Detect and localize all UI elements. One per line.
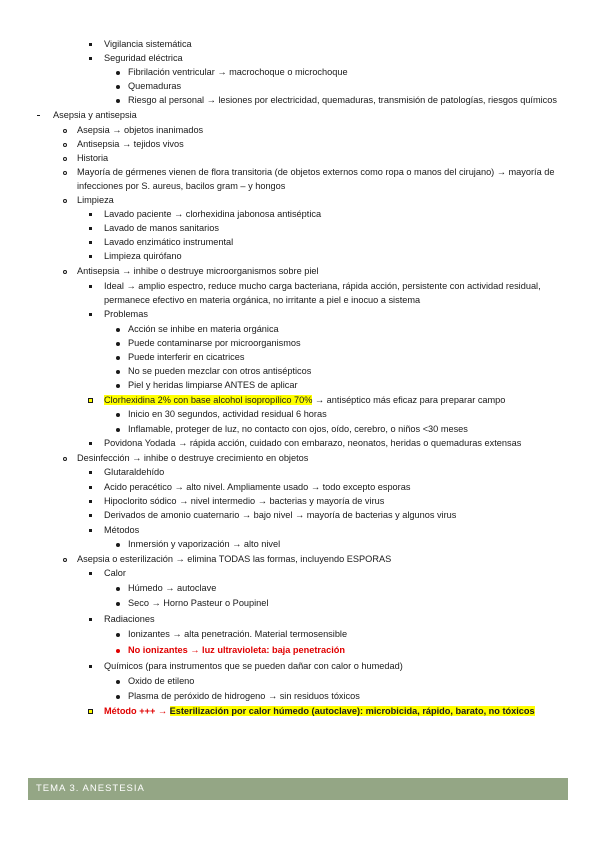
list-item: Oxido de etileno: [128, 676, 195, 686]
dot-bullet-icon: [116, 602, 120, 606]
dot-bullet-icon: [116, 342, 120, 346]
square-bullet-icon: [89, 241, 92, 244]
square-bullet-icon: [89, 285, 92, 288]
list-item-highlighted: [104, 704, 535, 718]
dot-bullet-icon: [116, 587, 120, 591]
highlighted-text: Clorhexidina 2% con base alcohol isopropílico 70%: [104, 395, 313, 405]
list-item: Radiaciones: [104, 614, 155, 624]
list-item: Antisepsia → inhibe o destruye microorganismos sobre piel: [77, 266, 319, 276]
list-item-continuation: infecciones por S. aureus, bacilos gram – y hongos: [77, 181, 286, 191]
list-item: Húmedo → autoclave: [128, 583, 217, 593]
dot-bullet-icon: [116, 356, 120, 360]
dot-bullet-icon: [116, 695, 120, 699]
square-bullet-icon: [89, 213, 92, 216]
list-item: Mayoría de gérmenes vienen de flora transitoria (de objetos externos como ropa o manos del cirujano) → mayoría de: [77, 167, 555, 177]
dot-bullet-icon: [116, 328, 120, 332]
list-item: Seguridad eléctrica: [104, 53, 183, 63]
list-item: Derivados de amonio cuaternario → bajo nivel → mayoría de bacterias y algunos virus: [104, 510, 457, 520]
dot-bullet-icon: [116, 680, 120, 684]
square-bullet-icon: [89, 529, 92, 532]
dot-bullet-icon: [116, 85, 120, 89]
square-bullet-icon: [89, 618, 92, 621]
square-bullet-icon: [89, 227, 92, 230]
list-item: Problemas: [104, 309, 148, 319]
dot-bullet-icon: [116, 413, 120, 417]
dot-bullet-icon: [116, 99, 120, 103]
circle-bullet-icon: [63, 558, 67, 562]
list-item: Limpieza: [77, 195, 114, 205]
circle-bullet-icon: [63, 143, 67, 147]
list-item: Limpieza quirófano: [104, 251, 182, 261]
red-label-text: Método +++ →: [104, 706, 170, 716]
dot-bullet-icon: [116, 649, 120, 653]
list-item: Glutaraldehído: [104, 467, 165, 477]
list-item: Ionizantes → alta penetración. Material termosensible: [128, 629, 348, 639]
dot-bullet-icon: [116, 543, 120, 547]
section-header-bar: [28, 778, 568, 800]
square-bullet-icon: [89, 572, 92, 575]
section-header-title: TEMA 3. ANESTESIA: [36, 783, 145, 794]
list-item-red: No ionizantes → luz ultravioleta: baja penetración: [128, 645, 345, 655]
list-item: Métodos: [104, 525, 140, 535]
circle-bullet-icon: [63, 171, 67, 175]
list-item: Seco → Horno Pasteur o Poupinel: [128, 598, 269, 608]
list-item: No se pueden mezclar con otros antisépticos: [128, 366, 312, 376]
circle-bullet-icon: [63, 199, 67, 203]
dot-bullet-icon: [116, 633, 120, 637]
list-item-text: → antiséptico más eficaz para preparar campo: [312, 395, 506, 405]
list-item: Lavado paciente → clorhexidina jabonosa antiséptica: [104, 209, 322, 219]
circle-bullet-icon: [63, 457, 67, 461]
list-item: Fibrilación ventricular → macrochoque o microchoque: [128, 67, 348, 77]
highlighted-text: Esterilización por calor húmedo (autoclave): microbicida, rápido, barato, no tóxicos: [169, 706, 535, 716]
list-item-continuation: permanece efectivo en materia orgánica, no irritante a piel e inocuo a sistema: [104, 295, 421, 305]
dot-bullet-icon: [116, 428, 120, 432]
list-item: Quemaduras: [128, 81, 182, 91]
list-item: Puede contaminarse por microorganismos: [128, 338, 301, 348]
square-bullet-icon: [89, 313, 92, 316]
list-item: Inmersión y vaporización → alto nivel: [128, 539, 281, 549]
square-bullet-icon: [89, 255, 92, 258]
list-item: Asepsia → objetos inanimados: [77, 125, 204, 135]
list-item: Puede interferir en cicatrices: [128, 352, 245, 362]
dash-bullet-icon: [37, 115, 40, 116]
list-item: Inicio en 30 segundos, actividad residual 6 horas: [128, 409, 327, 419]
circle-bullet-icon: [63, 129, 67, 133]
list-item: Inflamable, proteger de luz, no contacto con ojos, oído, cerebro, o niños <30 meses: [128, 424, 468, 434]
list-item: Ideal → amplio espectro, reduce mucho carga bacteriana, rápida acción, persistente con actividad residual,: [104, 281, 541, 291]
square-bullet-icon: [89, 665, 92, 668]
list-item: Desinfección → inhibe o destruye crecimiento en objetos: [77, 453, 309, 463]
list-item: Lavado enzimático instrumental: [104, 237, 234, 247]
square-bullet-icon: [89, 442, 92, 445]
square-bullet-icon: [89, 399, 92, 402]
list-item: Asepsia o esterilización → elimina TODAS las formas, incluyendo ESPORAS: [77, 554, 392, 564]
square-bullet-icon: [89, 57, 92, 60]
list-item: Historia: [77, 153, 109, 163]
square-bullet-icon: [89, 514, 92, 517]
square-bullet-icon: [89, 43, 92, 46]
dot-bullet-icon: [116, 370, 120, 374]
list-item: Riesgo al personal → lesiones por electricidad, quemaduras, transmisión de patologías, riesgos químicos: [128, 95, 557, 105]
list-item-highlighted: [104, 393, 505, 407]
section-heading: Asepsia y antisepsia: [53, 110, 137, 120]
circle-bullet-icon: [63, 270, 67, 274]
dot-bullet-icon: [116, 384, 120, 388]
list-item: Acción se inhibe en materia orgánica: [128, 324, 279, 334]
list-item: Hipoclorito sódico → nivel intermedio → bacterias y mayoría de virus: [104, 496, 385, 506]
list-item: Calor: [104, 568, 126, 578]
dot-bullet-icon: [116, 71, 120, 75]
square-bullet-icon: [89, 486, 92, 489]
list-item: Vigilancia sistemática: [104, 39, 192, 49]
list-item: Químicos (para instrumentos que se pueden dañar con calor o humedad): [104, 661, 403, 671]
list-item: Piel y heridas limpiarse ANTES de aplicar: [128, 380, 298, 390]
square-bullet-icon: [89, 500, 92, 503]
list-item: Antisepsia → tejidos vivos: [77, 139, 184, 149]
square-bullet-icon: [89, 471, 92, 474]
list-item: Plasma de peróxido de hidrogeno → sin residuos tóxicos: [128, 691, 360, 701]
circle-bullet-icon: [63, 157, 67, 161]
list-item: Povidona Yodada → rápida acción, cuidado con embarazo, neonatos, heridas o quemaduras extensas: [104, 438, 522, 448]
list-item: Acido peracético → alto nivel. Ampliamente usado → todo excepto esporas: [104, 482, 411, 492]
square-bullet-icon: [89, 710, 92, 713]
list-item: Lavado de manos sanitarios: [104, 223, 219, 233]
